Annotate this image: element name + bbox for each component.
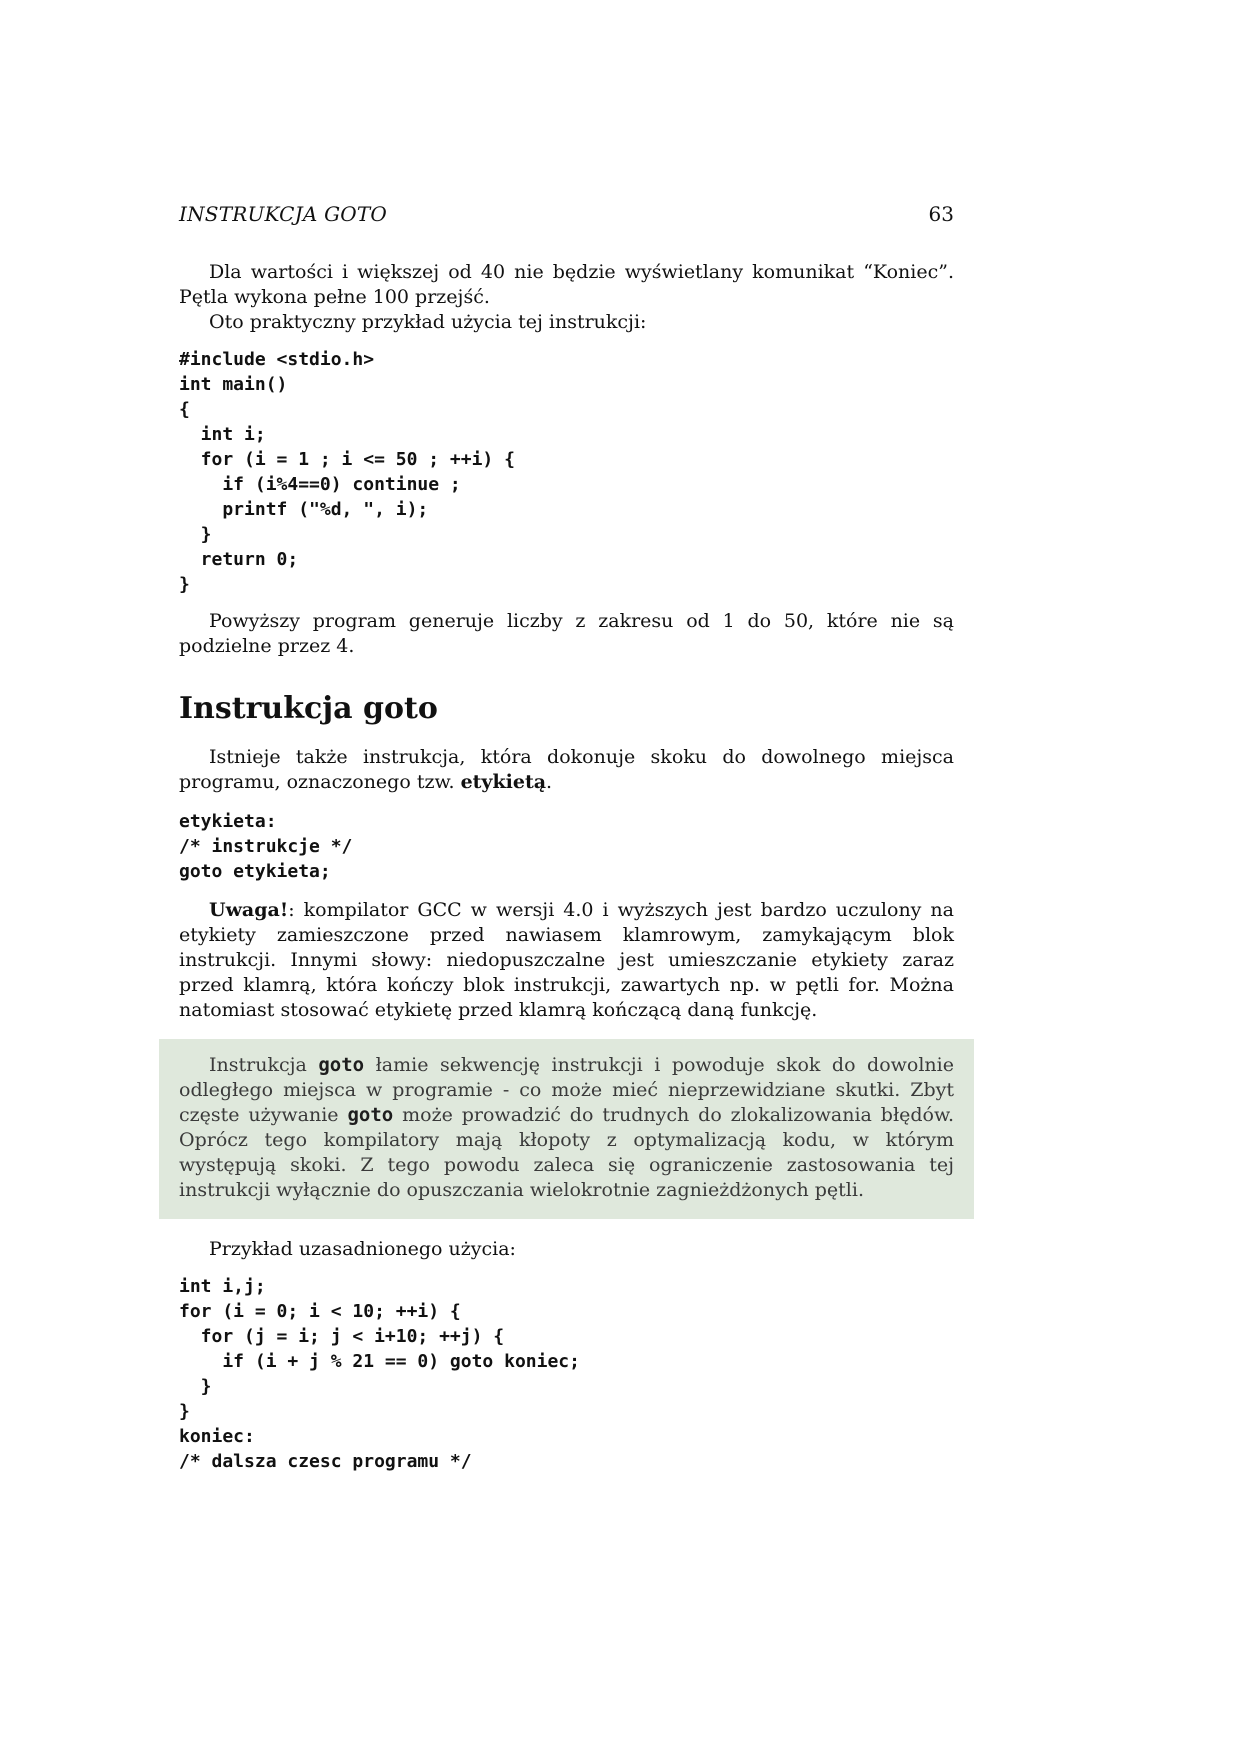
goto-intro-text: Istnieje także instrukcja, która dokonuje skoku do dowolnego miejsca programu, oznaczonego tzw. [179, 746, 954, 793]
label-term: etykietą [460, 771, 547, 793]
paragraph-goto-intro [179, 745, 954, 795]
page-content [179, 260, 954, 1474]
note-keyword-goto-2: goto [347, 1104, 394, 1126]
code-block-goto-example: int i,j; for (i = 0; i < 10; ++i) { for (j = i; j < i+10; ++j) { if (i + j % 21 == 0) goto koniec; } } koniec: /* dalsza czesc programu */ [179, 1276, 580, 1472]
note-text [179, 1053, 954, 1203]
section-heading: Instrukcja goto [179, 691, 438, 726]
warning-text: : kompilator GCC w wersji 4.0 i wyższych jest bardzo uczulony na etykiety zamieszczone przed nawiasem klamrowym, zamykającym blok instrukcji. Innymi słowy: niedopuszczalne jest umieszczanie etykiety zaraz przed klamrą, która kończy blok instrukcji, zawartych np. w pętli for. Można natomiast stosować etykietę przed klamrą kończącą daną funkcję. [179, 899, 954, 1021]
note-box [159, 1039, 974, 1219]
note-keyword-goto: goto [318, 1054, 365, 1076]
note-part-2: łamie sekwencję instrukcji i powoduje skok do dowolnie odległego miejsca w programie - co może mieć nieprzewidziane skutki. Zbyt częste używanie [179, 1054, 954, 1126]
page-number: 63 [928, 202, 954, 226]
code-block-label-syntax: etykieta: /* instrukcje */ goto etykieta; [179, 811, 353, 882]
goto-intro-end: . [546, 771, 553, 793]
paragraph-example-intro: Oto praktyczny przykład użycia tej instrukcji: [209, 311, 647, 333]
paragraph-loop-result: Dla wartości i większej od 40 nie będzie wyświetlany komunikat “Koniec”. Pętla wykona pełne 100 przejść. [179, 261, 954, 308]
code-block-continue-example: #include <stdio.h> int main() { int i; for (i = 1 ; i <= 50 ; ++i) { if (i%4==0) continue ; printf ("%d, ", i); } return 0; } [179, 349, 515, 595]
note-part-3: może prowadzić do trudnych do zlokalizowania błędów. Oprócz tego kompilatory mają kłopoty z optymalizacją kodu, w którym występują skoki. Z tego powodu zaleca się ograniczenie zastosowania tej instrukcji wyłącznie do opuszczania wielokrotnie zagnieżdżonych pętli. [179, 1104, 955, 1201]
paragraph-justified-example: Przykład uzasadnionego użycia: [209, 1238, 516, 1260]
note-part-1: Instrukcja [209, 1054, 319, 1076]
running-header [179, 202, 954, 228]
paragraph-gcc-warning [179, 898, 954, 1023]
warning-lead: Uwaga! [209, 899, 289, 921]
paragraph-program-description: Powyższy program generuje liczby z zakresu od 1 do 50, które nie są podzielne przez 4. [179, 610, 954, 657]
running-title: INSTRUKCJA GOTO [179, 202, 387, 226]
